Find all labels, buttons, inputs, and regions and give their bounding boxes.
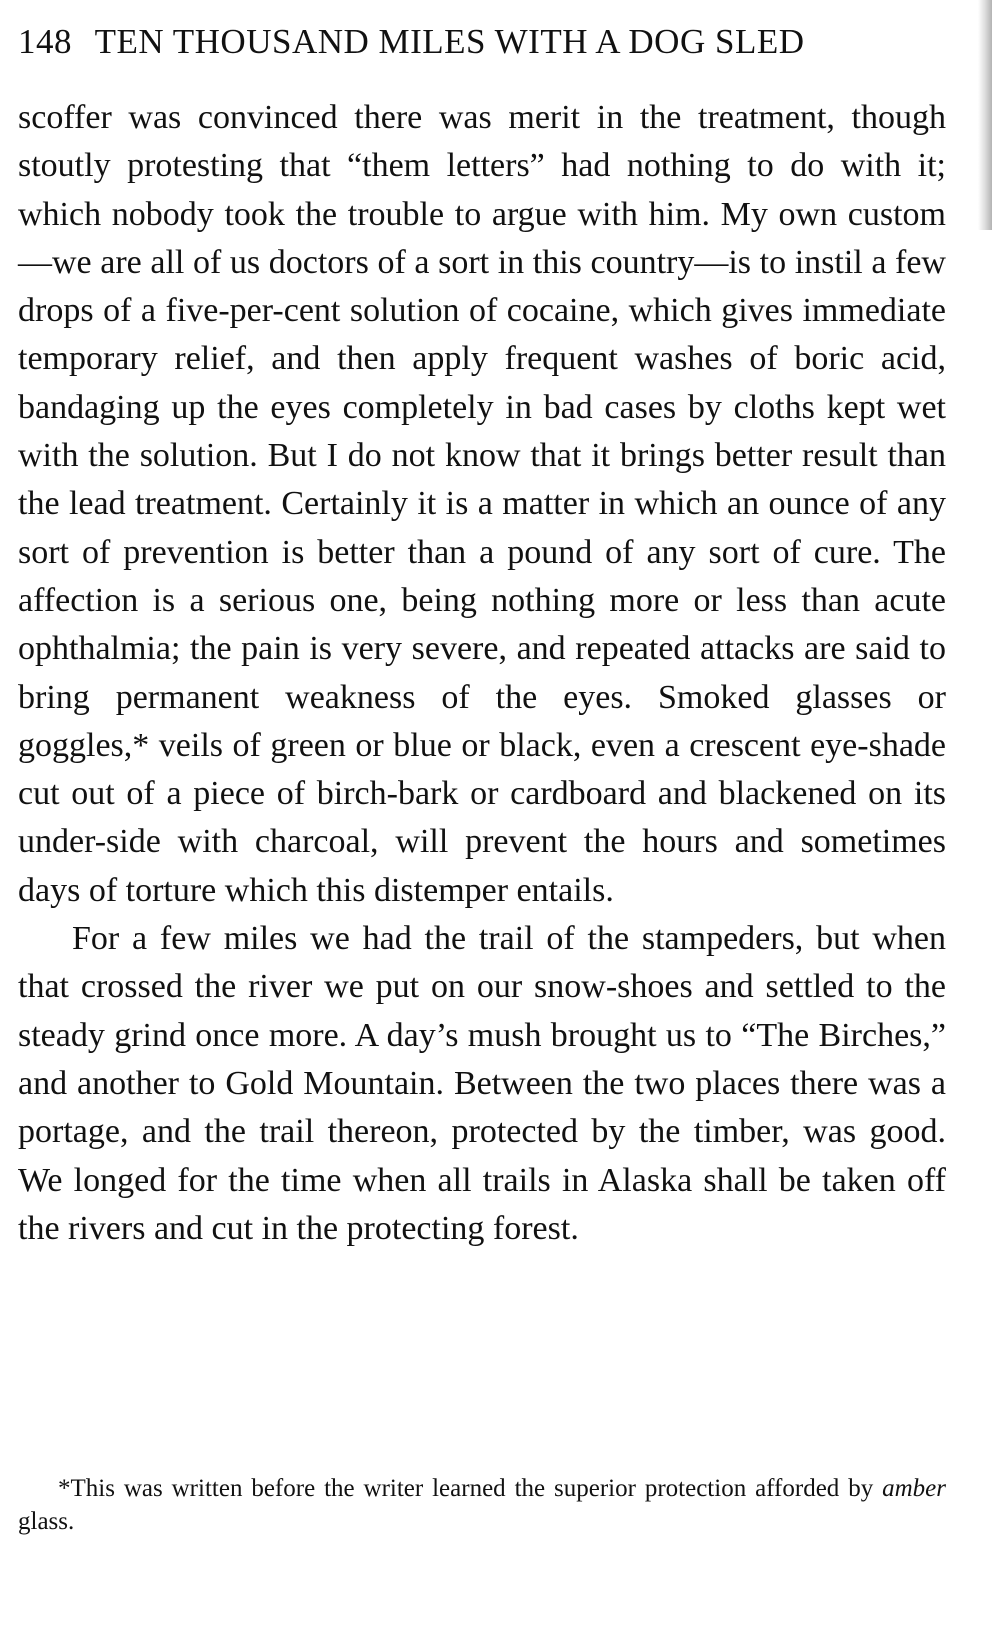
paragraph-1: scoffer was convinced there was merit in the treatment, though stoutly protesting that “them letters” had nothing to do with it; which nobody took the trouble to argue with him. My own custom—we are all of us doctors of a sort in this country—is to instil a few drops of a five-per-cent solution of cocaine, which gives immediate temporary relief, and then apply frequent washes of boric acid, bandaging up the eyes completely in bad cases by cloths kept wet with the solution. But I do not know that it brings better result than the lead treatment. Certainly it is a matter in which an ounce of any sort of prevention is better than a pound of any sort of cure. The affection is a serious one, being nothing more or less than acute ophthalmia; the pain is very severe, and repeated attacks are said to bring permanent weakness of the eyes. Smoked glasses or goggles,* veils of green or blue or black, even a crescent eye-shade cut out of a piece of birch-bark or cardboard and blackened on its under-side with charcoal, will prevent the hours and sometimes days of torture which this distemper entails. [18,99,946,909]
page-edge-shadow [978,0,992,230]
footnote-emphasis: amber [882,1475,946,1502]
footnote [18,1472,946,1538]
footnote-text-end: glass. [18,1508,75,1535]
running-title: TEN THOUSAND MILES WITH A DOG SLED [94,22,805,61]
page-number: 148 [18,22,72,61]
running-header [18,22,948,62]
paragraph-2: For a few miles we had the trail of the stampeders, but when that crossed the river we put on our snow-shoes and settled to the steady grind once more. A day’s mush brought us to “The Birches,” and another to Gold Mountain. Between the two places there was a portage, and the trail thereon, protected by the timber, was good. We longed for the time when all trails in Alaska shall be taken off the rivers and cut in the protecting forest. [18,920,946,1247]
footnote-marker: * [58,1475,71,1502]
body-text [18,94,946,1253]
footnote-text: This was written before the writer learned the superior protection afforded by [70,1475,883,1502]
